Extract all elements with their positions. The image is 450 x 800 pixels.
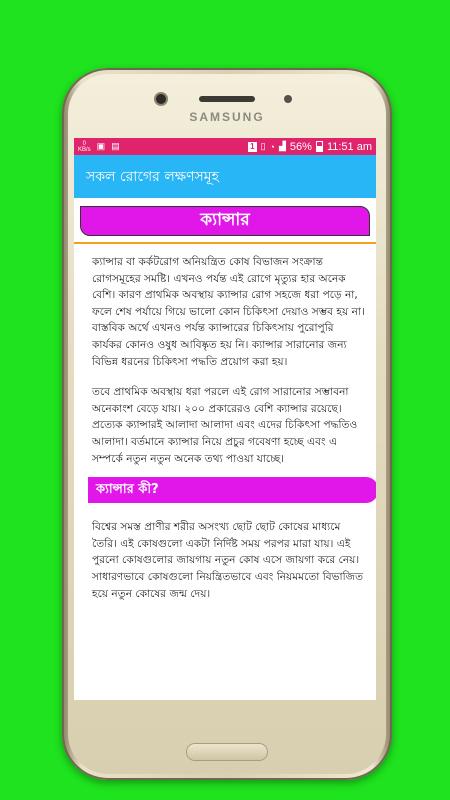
wifi-icon: ◔ (269, 141, 275, 152)
proximity-sensor (284, 95, 292, 103)
article-paragraph: বিশ্বের সমস্ত প্রাণীর শরীর অসংখ্য ছোট ছোট কোষের মাধ্যমে তৈরি। এই কোষগুলো একটা নির্দিষ্ট সময় পরপর মারা যায়। এই পুরনো কোষগুলোর জায়গায় নতুন কোষ এসে জায়গা করে নেয়। সাধারণভাবে কোষগুলো নিয়ন্ত্রিতভাবে এবং নিয়মমতো বিভাজিত হয়ে নতুন কোষের জন্ম দেয়। (92, 521, 364, 600)
image-icon: ▣ (96, 141, 106, 151)
status-bar (74, 138, 376, 155)
article-paragraph: ক্যান্সার বা কর্কটরোগ অনিয়ন্ত্রিত কোষ বিভাজন সংক্রান্ত রোগসমূহের সমষ্টি। এখনও পর্যন্ত এই রোগে মৃত্যুর হার অনেক বেশি। কারণ প্রাথমিক অবস্থায় ক্যান্সার রোগ সহজে ধরা পড়ে না, ফলে শেষ পর্যায়ে গিয়ে ভালো কোন চিকিৎসা দেয়াও সম্ভব হয় না। বাস্তবিক অর্থে এখনও পর্যন্ত ক্যান্সারের চিকিৎসায় পুরোপুরি কার্যকর কোনও ওষুধ আবিষ্কৃত হয় নি। ক্যান্সার সারানোর জন্য বিভিন্ন ধরনের চিকিৎসা পদ্ধতি প্রয়োগ করা হয়। (92, 256, 365, 368)
battery-icon (316, 141, 323, 152)
earpiece-speaker (199, 96, 255, 102)
clock: 11:51 am (326, 140, 372, 153)
vibrate-icon: ▯ (260, 141, 266, 151)
home-button[interactable] (187, 744, 267, 760)
app-bar (74, 155, 376, 198)
article-heading: ক্যান্সার (80, 206, 370, 236)
battery-percent: 56% (289, 140, 312, 153)
section-heading: ক্যান্সার কী? (88, 477, 376, 503)
app-title: সকল রোগের লক্ষণসমূহ (86, 168, 219, 185)
device-brand: SAMSUNG (189, 110, 265, 124)
sim-indicator: 1 (250, 141, 255, 151)
notification-icon: ▤ (111, 141, 120, 151)
article-paragraph: তবে প্রাথমিক অবস্থায় ধরা পরলে এই রোগ সারানোর সম্ভাবনা অনেকাংশ বেড়ে যায়। ২০০ প্রকারেরও বেশি ক্যান্সার রয়েছে। প্রত্যেক ক্যান্সারই আলাদা আলাদা এবং এদের চিকিৎসা পদ্ধতিও আলাদা। বর্তমানে ক্যান্সার নিয়ে প্রচুর গবেষণা হচ্ছে এবং এ সম্পর্কে নতুন নতুন অনেক তথ্য পাওয়া যাচ্ছে। (92, 386, 358, 465)
network-speed: 0 KB/s (78, 140, 91, 153)
front-camera (156, 94, 166, 104)
signal-icon: ▟ (278, 141, 286, 151)
screen (74, 138, 376, 700)
article-content[interactable] (74, 198, 376, 602)
